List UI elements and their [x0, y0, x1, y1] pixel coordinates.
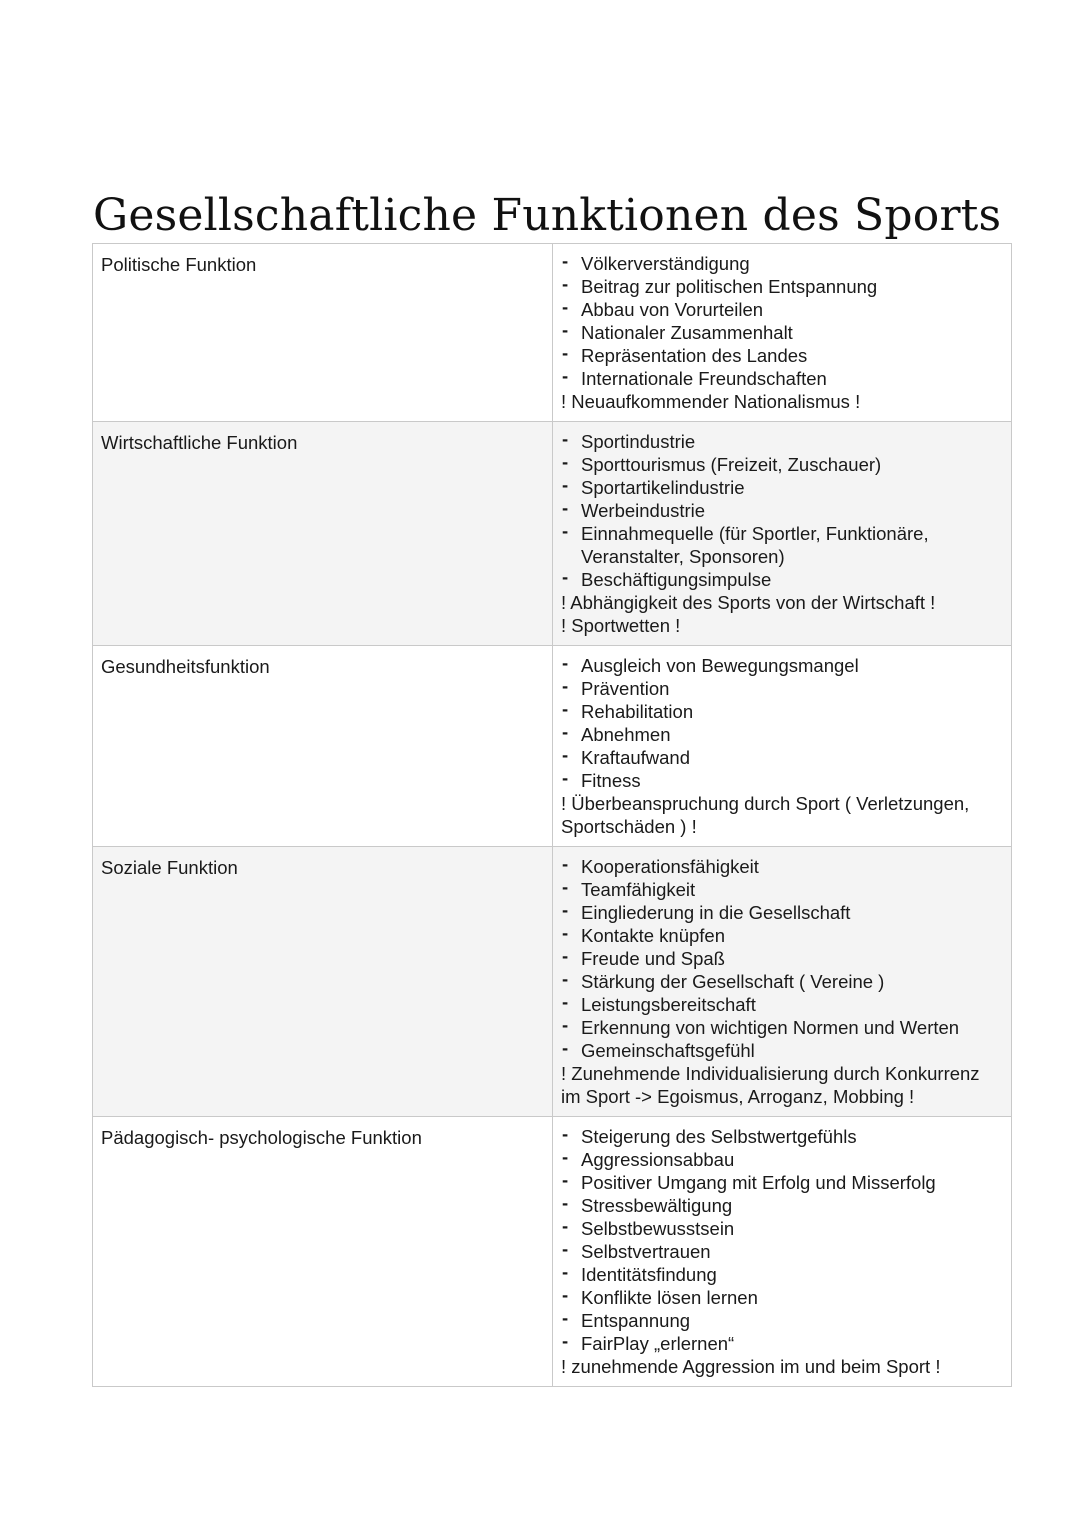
list-item: - Identitätsfindung [561, 1263, 1003, 1286]
list-item: - Eingliederung in die Gesellschaft [561, 901, 1003, 924]
list-item: - Abnehmen [561, 723, 1003, 746]
bullet-list [561, 855, 1003, 1062]
function-details [553, 244, 1011, 421]
bullet-list [561, 654, 1003, 792]
warning-note: ! Neuaufkommender Nationalismus ! [561, 391, 861, 412]
bullet-list [561, 430, 1003, 591]
list-item: - Selbstbewusstsein [561, 1217, 1003, 1240]
function-label: Wirtschaftliche Funktion [93, 422, 553, 645]
list-item: - Ausgleich von Bewegungsmangel [561, 654, 1003, 677]
list-item: - Nationaler Zusammenhalt [561, 321, 1003, 344]
list-item: - Leistungsbereitschaft [561, 993, 1003, 1016]
function-label: Politische Funktion [93, 244, 553, 421]
bullet-list [561, 1125, 1003, 1355]
warning-note: ! Überbeanspruchung durch Sport ( Verletzungen, Sportschäden ) ! [561, 793, 970, 837]
function-label: Soziale Funktion [93, 847, 553, 1116]
warning-note: ! Sportwetten ! [561, 615, 681, 636]
warning-note: ! zunehmende Aggression im und beim Sport ! [561, 1356, 941, 1377]
function-label: Pädagogisch- psychologische Funktion [93, 1117, 553, 1386]
table-row [93, 421, 1011, 645]
table-row [93, 244, 1011, 421]
table-row [93, 846, 1011, 1116]
list-item: - Konflikte lösen lernen [561, 1286, 1003, 1309]
list-item: - Repräsentation des Landes [561, 344, 1003, 367]
list-item: - Völkerverständigung [561, 252, 1003, 275]
list-item: - Internationale Freundschaften [561, 367, 1003, 390]
list-item: - Kontakte knüpfen [561, 924, 1003, 947]
list-item: - Rehabilitation [561, 700, 1003, 723]
list-item: - Erkennung von wichtigen Normen und Werten [561, 1016, 1003, 1039]
function-details [553, 422, 1011, 645]
list-item: - Aggressionsabbau [561, 1148, 1003, 1171]
table-row [93, 645, 1011, 846]
list-item: - Stressbewältigung [561, 1194, 1003, 1217]
list-item: - Gemeinschaftsgefühl [561, 1039, 1003, 1062]
list-item: - Stärkung der Gesellschaft ( Vereine ) [561, 970, 1003, 993]
list-item: - Freude und Spaß [561, 947, 1003, 970]
list-item: - Abbau von Vorurteilen [561, 298, 1003, 321]
list-item: - Positiver Umgang mit Erfolg und Misserfolg [561, 1171, 1003, 1194]
list-item: - Beitrag zur politischen Entspannung [561, 275, 1003, 298]
functions-table [92, 243, 1012, 1387]
list-item: - Werbeindustrie [561, 499, 1003, 522]
list-item: - FairPlay „erlernen“ [561, 1332, 1003, 1355]
list-item: - Fitness [561, 769, 1003, 792]
list-item: - Beschäftigungsimpulse [561, 568, 1003, 591]
warning-note: ! Zunehmende Individualisierung durch Konkurrenz im Sport -> Egoismus, Arroganz, Mobbing ! [561, 1063, 980, 1107]
function-details [553, 646, 1011, 846]
function-details [553, 1117, 1011, 1386]
list-item: - Steigerung des Selbstwertgefühls [561, 1125, 1003, 1148]
function-details [553, 847, 1011, 1116]
list-item: - Sportartikelindustrie [561, 476, 1003, 499]
list-item: - Sporttourismus (Freizeit, Zuschauer) [561, 453, 1003, 476]
list-item: - Kraftaufwand [561, 746, 1003, 769]
list-item: - Sportindustrie [561, 430, 1003, 453]
warning-note: ! Abhängigkeit des Sports von der Wirtschaft ! [561, 592, 936, 613]
list-item: - Entspannung [561, 1309, 1003, 1332]
list-item: - Kooperationsfähigkeit [561, 855, 1003, 878]
page-title: Gesellschaftliche Funktionen des Sports [93, 190, 1002, 241]
list-item: - Einnahmequelle (für Sportler, Funktionäre, Veranstalter, Sponsoren) [561, 522, 1003, 568]
bullet-list [561, 252, 1003, 390]
function-label: Gesundheitsfunktion [93, 646, 553, 846]
list-item: - Prävention [561, 677, 1003, 700]
table-row [93, 1116, 1011, 1386]
list-item: - Teamfähigkeit [561, 878, 1003, 901]
list-item: - Selbstvertrauen [561, 1240, 1003, 1263]
